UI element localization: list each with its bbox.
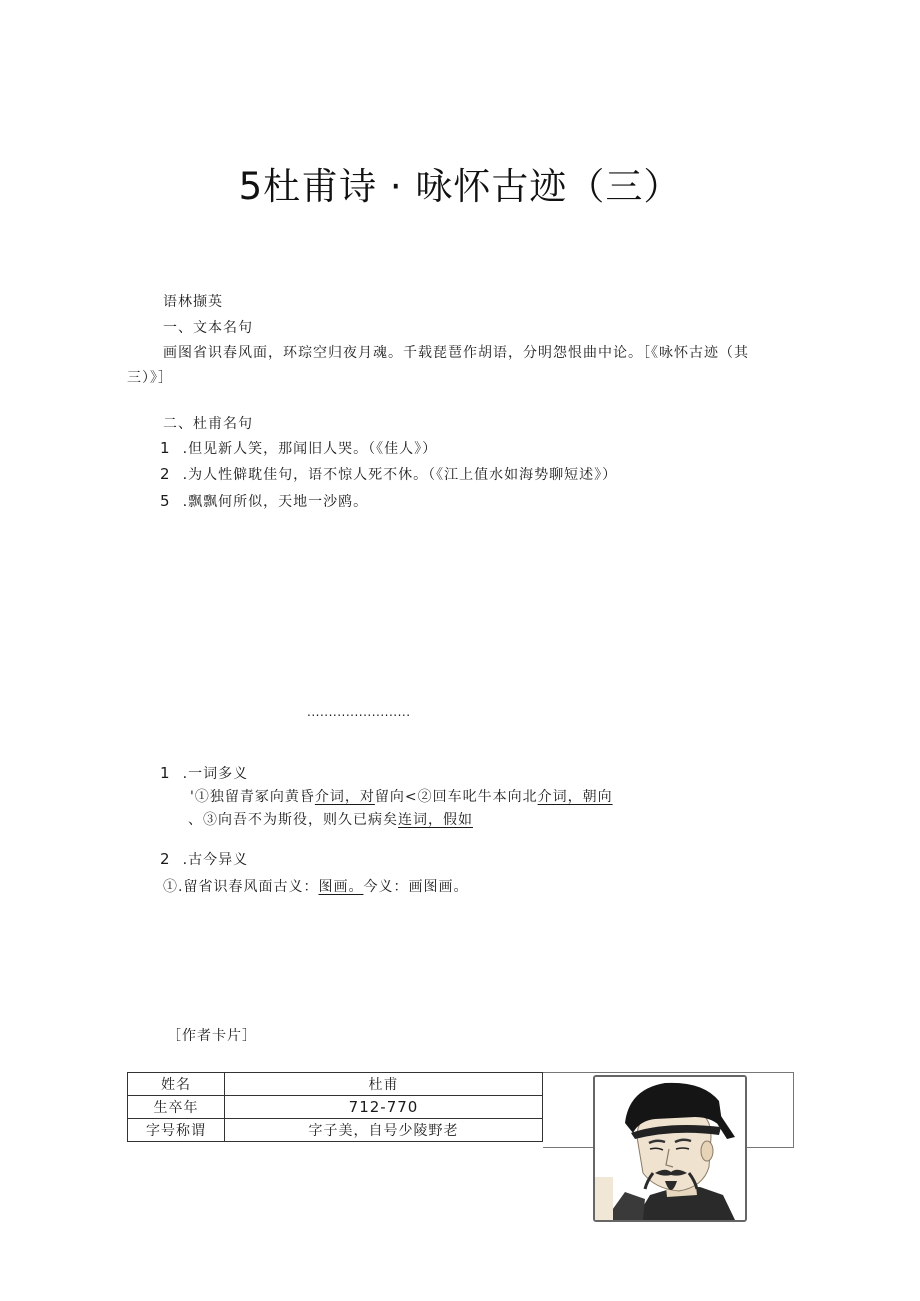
item-number: 1 [160,764,170,782]
section-heading: 语林撷英 [163,294,223,310]
table-value: 字子美，自号少陵野老 [225,1119,543,1142]
author-portrait [593,1075,747,1222]
polysemy-line1 [190,786,613,806]
table-border-line [793,1072,794,1148]
item-text: .但见新人笑，那闻旧人哭。（《佳人》） [182,441,438,457]
list-item [160,464,617,484]
list-item [160,491,368,511]
ancient-modern-text: ①.留省识春风面古义： [163,879,319,895]
item-text: .飘飘何所似，天地一沙鸥。 [182,494,369,510]
table-border-line [543,1072,794,1073]
item-number: 5 [160,492,170,510]
polysemy-text: 留向<②回车叱牛本向北 [374,789,538,805]
section3-item1-heading [160,763,248,783]
polysemy-line2 [188,809,473,829]
item-number: 2 [160,850,170,868]
table-value: 712-770 [225,1096,543,1119]
polysemy-gloss: 介词，对 [314,789,375,805]
item-text: .为人性僻耽佳句，语不惊人死不休。（《江上值水如海势聊短述》） [182,467,618,483]
table-row [128,1096,543,1119]
part1-line2: 三）》］ [127,370,173,386]
item-number: 2 [160,465,170,483]
table-row [128,1119,543,1142]
part1-line1: 画图省识春风面，环琮空归夜月魂。千载琵琶作胡语，分明怨恨曲中论。［《咏怀古迹（其 [163,345,749,361]
author-card-table [127,1072,543,1142]
table-row [128,1073,543,1096]
page-title: 5杜甫诗 · 咏怀古迹（三） [238,165,682,208]
polysemy-gloss: 介词，朝向 [537,789,613,805]
section3-item2-heading [160,849,248,869]
table-label: 生卒年 [128,1096,225,1119]
dotted-separator: ........................ [307,705,411,719]
table-label: 姓名 [128,1073,225,1096]
polysemy-gloss: 连词，假如 [398,812,473,828]
item-heading: .一词多义 [182,766,249,782]
item-heading: .古今异义 [182,852,249,868]
modern-meaning: 今义：画图画。 [363,879,469,895]
ancient-meaning: 图画。 [318,879,364,895]
table-label: 字号称谓 [128,1119,225,1142]
polysemy-text: '①独留青冢向黄昏 [190,789,315,805]
ancient-modern-line [163,876,468,896]
list-item [160,438,437,458]
part2-heading: 二、杜甫名句 [163,416,253,432]
part1-heading: 一、文本名句 [163,320,253,336]
polysemy-text: 、③向吾不为斯役，则久已病矣 [188,812,398,828]
table-value: 杜甫 [225,1073,543,1096]
author-card-heading: ［作者卡片］ [167,1028,257,1044]
portrait-image [595,1077,745,1220]
item-number: 1 [160,439,170,457]
